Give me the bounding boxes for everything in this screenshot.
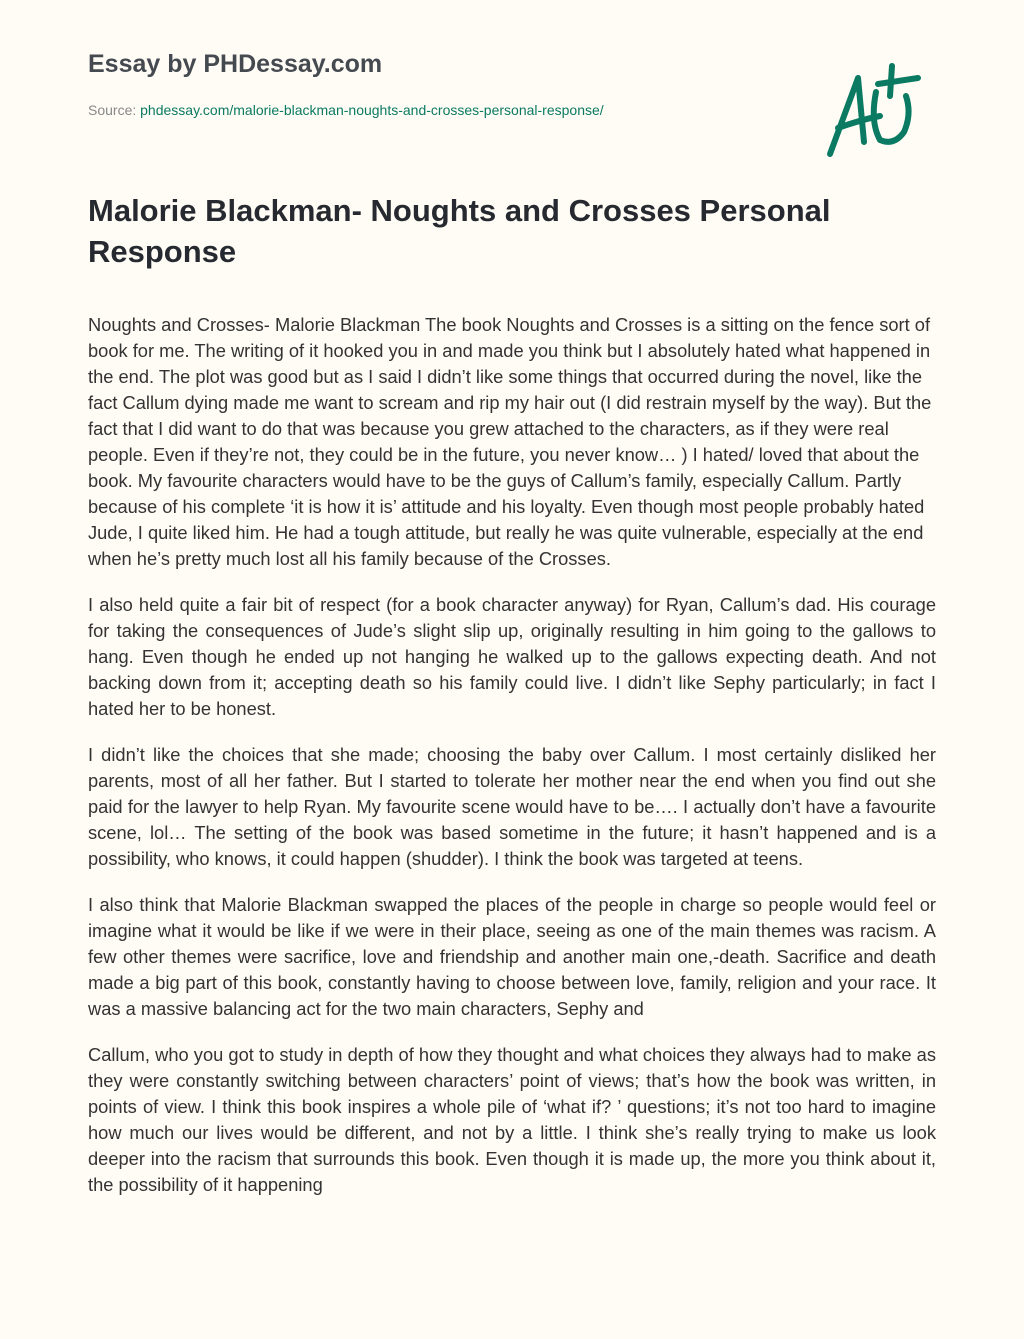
paragraph: I also think that Malorie Blackman swapped the places of the people in charge so people would feel or imagine what it would be like if we were in their place, seeing as one of the main themes was racism. A few other themes were sacrifice, love and friendship and another main one,-death. Sacrifice and death made a big part of this book, constantly having to choose between love, family, religion and your race. It was a massive balancing act for the two main characters, Sephy and xyxy=(88,894,936,1019)
source-link[interactable]: phdessay.com/malorie-blackman-noughts-and-crosses-personal-response/ xyxy=(140,102,604,118)
paragraph: I also held quite a fair bit of respect (for a book character anyway) for Ryan, Callum’s dad. His courage for taking the consequences of Jude’s slight slip up, originally resulting in him going to the gallows to hang. Even though he ended up not hanging he walked up to the gallows expecting death. And not backing down from it; accepting death so his family could live. I didn’t like Sephy particularly; in fact I hated her to be honest. xyxy=(88,594,936,719)
paragraph: Callum, who you got to study in depth of how they thought and what choices they always had to make as they were constantly switching between characters’ point of views; that’s how the book was written, in points of view. I think this book inspires a whole pile of ‘what if? ’ questions; it’s not too hard to imagine how much our lives would be different, and not by a little. I think she’s really trying to make us look deeper into the racism that surrounds this book. Even though it is made up, the more you think about it, the possibility of it happening xyxy=(88,1044,936,1195)
paragraph: I didn’t like the choices that she made; choosing the baby over Callum. I most certainly disliked her parents, most of all her father. But I started to tolerate her mother near the end when you find out she paid for the lawyer to help Ryan. My favourite scene would have to be…. I actually don’t have a favourite scene, lol… The setting of the book was based sometime in the future; it hasn’t happened and is a possibility, who knows, it could happen (shudder). I think the book was targeted at teens. xyxy=(88,744,936,869)
page-title: Malorie Blackman- Noughts and Crosses Personal Response xyxy=(88,193,831,269)
source-label: Source: xyxy=(88,102,137,118)
source-line xyxy=(88,102,604,118)
site-brand: Essay by PHDessay.com xyxy=(88,50,383,78)
a-plus-logo-icon xyxy=(820,62,930,162)
essay-body xyxy=(88,312,936,1290)
paragraph: Noughts and Crosses- Malorie Blackman The book Noughts and Crosses is a sitting on the fence sort of book for me. The writing of it hooked you in and made you think but I absolutely hated what happened in the end. The plot was good but as I said I didn’t like some things that occurred during the novel, like the fact Callum dying made me want to scream and rip my hair out (I did restrain myself by the way). But the fact that I did want to do that was because you grew attached to the characters, as if they were real people. Even if they’re not, they could be in the future, you never know… ) I hated/ loved that about the book. My favourite characters would have to be the guys of Callum’s family, especially Callum. Partly because of his complete ‘it is how it is’ attitude and his loyalty. Even though most people probably hated Jude, I quite liked him. He had a tough attitude, but really he was quite vulnerable, especially at the end when he’s pretty much lost all his family because of the Crosses. xyxy=(88,314,932,569)
